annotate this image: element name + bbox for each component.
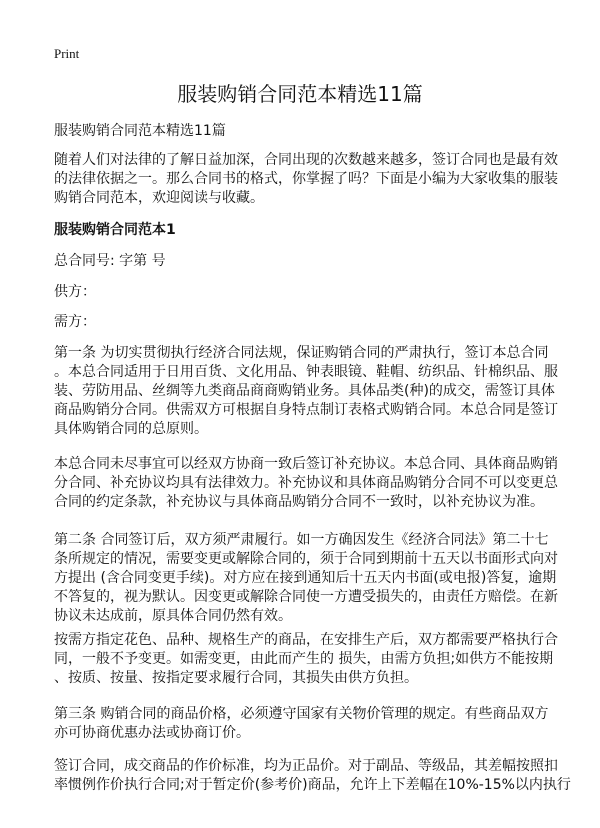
article-3 [54,705,554,743]
text-line: 同，一般不予变更。如需变更，由此而产生的 损失，由需方负担;如供方不能按期 [54,651,554,667]
pricing-paragraph [54,757,571,795]
text-line: 的法律依据之一。那么合同书的格式，你掌握了吗？下面是小编为大家收集的服装 [54,171,558,187]
article-1 [54,344,558,439]
text-line: 第三条 购销合同的商品价格，必须遵守国家有关物价管理的规定。有些商品双方 [54,706,549,722]
text-line: 不答复的，视为默认。因变更或解除合同使一方遭受损失的，由责任方赔偿。在新 [54,589,558,605]
text-line: 亦可协商优惠办法或协商订价。 [54,725,250,741]
text-line: 。本总合同适用于日用百货、文化用品、钟表眼镜、鞋帽、纺织品、针棉织品、服 [54,364,558,380]
text-line: 率惯例作价执行合同;对于暂定价(参考价)商品，允许上下差幅在10%-15%以内执行 [54,777,571,793]
text-line: 购销合同范本，欢迎阅读与收藏。 [54,190,264,206]
text-line: 服装购销合同范本精选11篇 [54,123,226,139]
text-line: 第一条 为切实贯彻执行经济合同法规，保证购销合同的严肃执行，签订本总合同 [54,345,549,361]
subtitle [54,122,554,141]
text-line: 本总合同未尽事宜可以经双方协商一致后签订补充协议。本总合同、具体商品购销 [54,456,558,472]
page-title: 服装购销合同范本精选11篇 [177,82,423,106]
text-line: 服装购销合同范本1 [54,222,176,238]
text-line: 方提出 (含合同变更手续)。对方应在接到通知后十五天内书面(或电报)答复，逾期 [54,570,557,586]
text-line: 签订合同，成交商品的作价标准，均为正品价。对于副品、等级品，其差幅按照扣 [54,758,558,774]
text-line: 具体购销合同的总原则。 [54,421,208,437]
text-line: 条所规定的情况，需要变更或解除合同的，须于合同到期前十五天以书面形式向对 [54,551,558,567]
article-2 [54,531,558,626]
text-line: 总合同号: 字第 号 [54,253,166,269]
text-line: 需方： [54,314,96,330]
text-line: 按需方指定花色、品种、规格生产的商品，在安排生产后，双方都需要严格执行合 [54,632,558,648]
text-line: 第二条 合同签订后，双方须严肃履行。如一方确因发生《经济合同法》第二十七 [54,532,549,548]
text-line: 合同的约定条款，补充协议与具体商品购销分合同不一致时，以补充协议为准。 [54,494,544,510]
text-line: 供方： [54,284,96,300]
contract-number [54,252,554,271]
custom-goods-paragraph [54,631,558,688]
supplier-field [54,283,554,302]
text-line: 协议未达成前，原具体合同仍然有效。 [54,608,292,624]
supplement-paragraph [54,455,558,512]
text-line: 、按质、按量、按指定要求履行合同，其损失由供方负担。 [54,670,418,686]
intro-paragraph [54,151,558,208]
section-heading [54,221,554,240]
print-link[interactable]: Print [54,46,80,61]
text-line: 商品购销分合同。供需双方可根据自身特点制订表格式购销合同。本总合同是签订 [54,402,558,418]
buyer-field [54,313,554,332]
text-line: 分合同、补充协议均具有法律效力。补充协议和具体商品购销分合同不可以变更总 [54,475,558,491]
text-line: 装、劳防用品、丝绸等九类商品商商购销业务。具体品类(种)的成交，需签订具体 [54,383,555,399]
text-line: 随着人们对法律的了解日益加深，合同出现的次数越来越多，签订合同也是最有效 [54,152,558,168]
